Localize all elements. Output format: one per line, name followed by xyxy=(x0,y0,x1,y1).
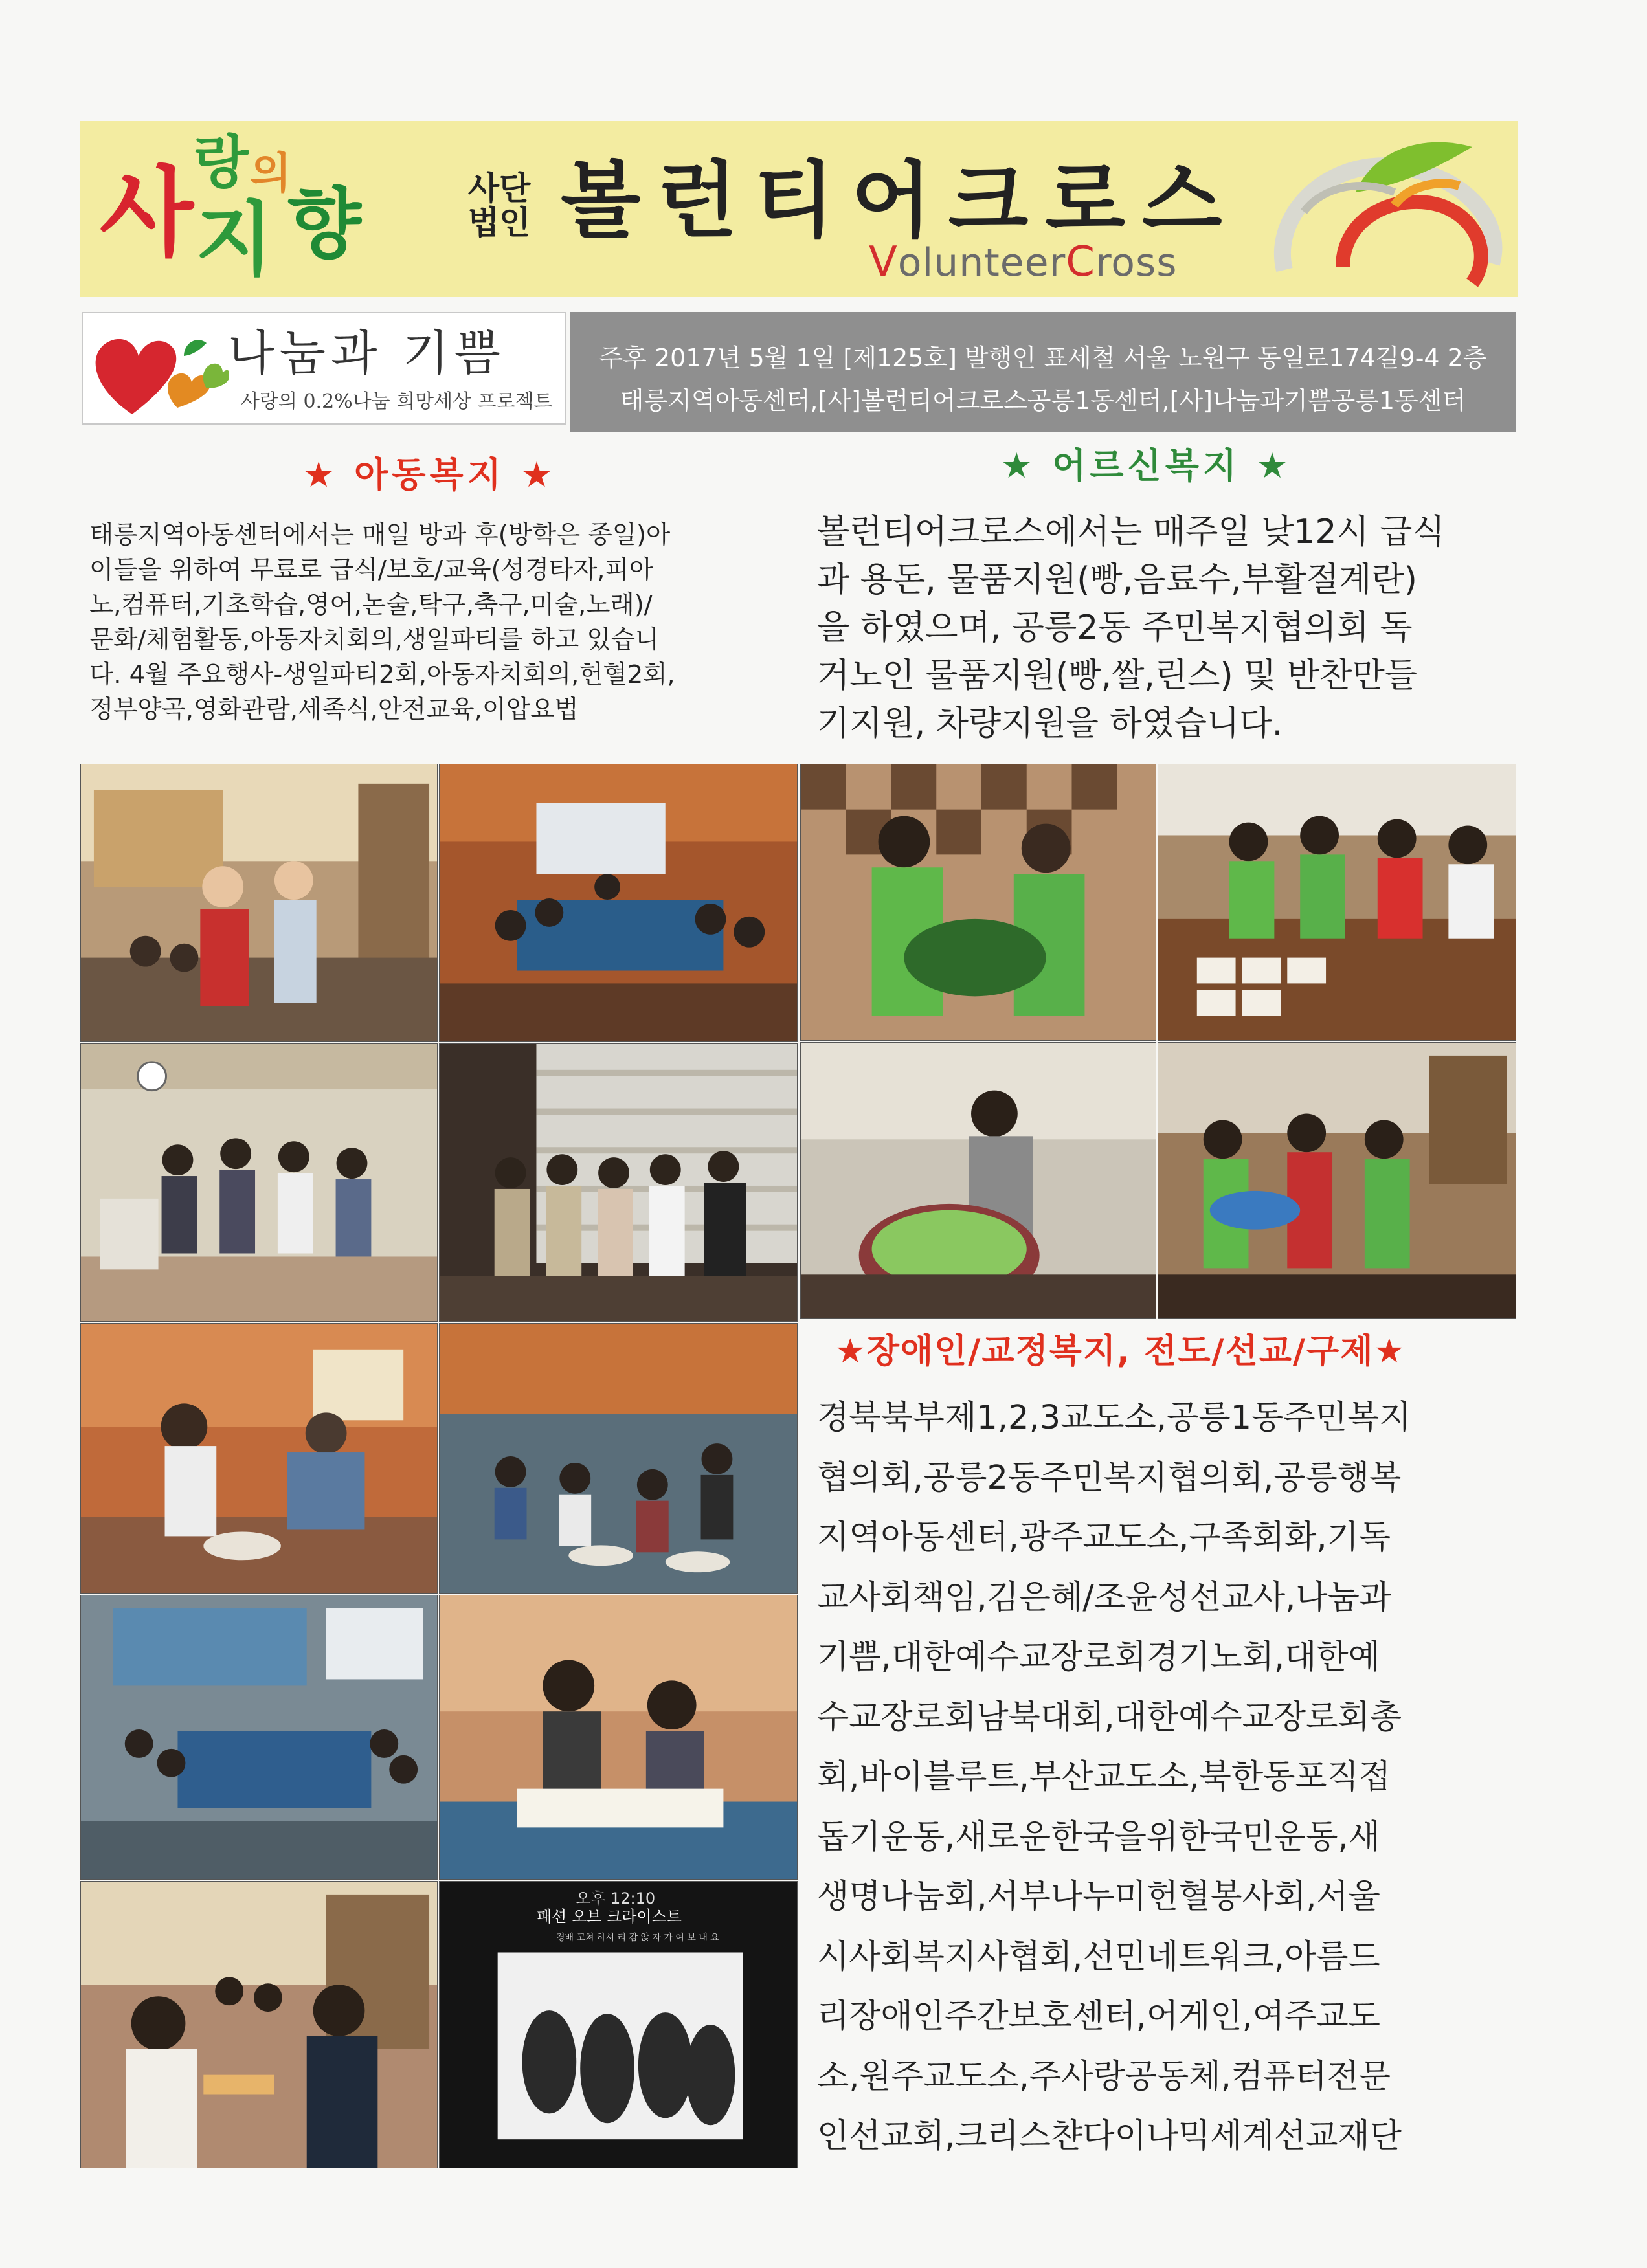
child-welfare-heading xyxy=(303,456,556,494)
star-icon: ★ xyxy=(1256,445,1292,486)
orgs-title: 장애인/교정복지, 전도/선교/구제 xyxy=(866,1332,1374,1371)
publication-info-line-1: 주후 2017년 5월 1일 [제125호] 발행인 표세철 서울 노원구 동일로174길9-4 2층 xyxy=(599,344,1487,372)
apple-swirl-icon xyxy=(1246,121,1518,297)
nanum-gippeum-logo-box xyxy=(82,312,566,425)
text-line: 리장애인주간보호센터,어게인,여주교도 xyxy=(817,1997,1380,2036)
orgs-heading xyxy=(835,1333,1406,1370)
photo-safety-class xyxy=(80,1595,438,1880)
text-line: 과 용돈, 물품지원(빵,음료수,부활절계란) xyxy=(817,561,1417,599)
text-line: 을 하였으며, 공릉2동 주민복지협의회 독 xyxy=(817,608,1413,647)
text-line: 기쁨,대한예수교장로회경기노회,대한예 xyxy=(817,1638,1380,1676)
text-line: 태릉지역아동센터에서는 매일 방과 후(방학은 종일)아 xyxy=(89,520,671,550)
logo-char-ji: 지 xyxy=(196,194,273,287)
text-line: 경북북부제1,2,3교도소,공릉1동주민복지 xyxy=(817,1399,1411,1437)
photo-side-dish-making xyxy=(1158,764,1516,1041)
logo-char-rang: 랑 xyxy=(194,129,249,195)
nanum-subtitle: 사랑의 0.2%나눔 희망세상 프로젝트 xyxy=(241,390,553,413)
star-icon: ★ xyxy=(1001,445,1036,486)
star-icon: ★ xyxy=(1374,1332,1406,1371)
photo-birthday-party xyxy=(80,764,438,1042)
text-line: 회,바이블루트,부산교도소,북한동포직접 xyxy=(817,1758,1391,1796)
text-line: 볼런티어크로스에서는 매주일 낮12시 급식 xyxy=(817,513,1445,551)
text-line: 기지원, 차량지원을 하였습니다. xyxy=(817,704,1283,743)
photo-tutoring xyxy=(439,1595,798,1880)
star-icon: ★ xyxy=(521,454,557,495)
photo-hall-group xyxy=(80,1043,438,1322)
nanum-title: 나눔과 기쁨 xyxy=(228,326,506,381)
text-line: 인선교회,크리스챤다이나믹세계선교재단 xyxy=(817,2117,1402,2155)
text-line: 수교장로회남북대회,대한예수교장로회총 xyxy=(817,1698,1402,1737)
logo-char-hyang: 향 xyxy=(287,179,361,269)
child-welfare-title: 아동복지 xyxy=(354,454,505,495)
text-line: 생명나눔회,서부나누미헌혈봉사회,서울 xyxy=(817,1878,1380,1916)
hearts-icon xyxy=(87,317,229,419)
screen-title-label: 패션 오브 크라이스트 xyxy=(537,1907,682,1926)
corp-en-end: ross xyxy=(1095,240,1178,285)
text-line: 시사회복지사협회,선민네트워크,아름드 xyxy=(817,1937,1380,1976)
star-icon: ★ xyxy=(835,1332,867,1371)
text-line: 교사회책임,김은혜/조윤성선교사,나눔과 xyxy=(817,1578,1392,1617)
photo-movie-screening xyxy=(439,1881,798,2168)
corp-en-mid: olunteer xyxy=(897,240,1066,285)
publication-info-line-2: 태릉지역아동센터,[사]볼런티어크로스공릉1동센터,[사]나눔과기쁨공릉1동센터 xyxy=(620,386,1466,415)
photo-foot-washing-1 xyxy=(80,1323,438,1594)
publication-info-bar xyxy=(570,312,1516,432)
corp-name: 볼런티어크로스 xyxy=(561,153,1239,249)
text-line: 정부양곡,영화관람,세족식,안전교육,이압요법 xyxy=(89,695,579,724)
screen-time-label: 오후 12:10 xyxy=(576,1889,656,1907)
star-icon: ★ xyxy=(303,454,339,495)
text-line: 거노인 물품지원(빵,쌀,린스) 및 반찬만들 xyxy=(817,656,1417,695)
text-line: 노,컴퓨터,기초학습,영어,논술,탁구,축구,미술,노래)/ xyxy=(89,590,653,619)
elder-welfare-text xyxy=(817,508,1503,748)
photo-children-meeting xyxy=(439,764,798,1042)
logo-char-ui: 의 xyxy=(250,148,291,198)
corp-en-v: V xyxy=(869,238,898,286)
elder-welfare-heading xyxy=(1001,447,1292,485)
elder-welfare-title: 어르신복지 xyxy=(1052,445,1241,486)
logo-char-sa: 사 xyxy=(100,157,194,270)
masthead-banner xyxy=(80,121,1518,297)
photo-vegetable-prep-1 xyxy=(800,764,1156,1041)
photo-birthday-girl xyxy=(80,1881,438,2168)
text-line: 협의회,공릉2동주민복지협의회,공릉행복 xyxy=(817,1458,1402,1497)
love-logo xyxy=(100,128,423,289)
photo-rice-donation xyxy=(439,1043,798,1322)
photo-kitchen-volunteers xyxy=(1158,1042,1516,1319)
text-line: 다. 4월 주요행사-생일파티2회,아동자치회의,헌혈2회, xyxy=(89,660,675,689)
child-welfare-text xyxy=(89,518,794,728)
text-line: 지역아동센터,광주교도소,구족회화,기독 xyxy=(817,1518,1391,1557)
corp-name-english xyxy=(869,238,1178,286)
text-line: 소,원주교도소,주사랑공동체,컴퓨터전문 xyxy=(817,2057,1391,2096)
photo-vegetable-prep-2 xyxy=(800,1042,1156,1319)
text-line: 이들을 위하여 무료로 급식/보호/교육(성경타자,피아 xyxy=(89,555,653,584)
text-line: 문화/체험활동,아동자치회의,생일파티를 하고 있습니 xyxy=(89,625,660,654)
corp-en-c: C xyxy=(1066,238,1095,286)
photo-foot-washing-2 xyxy=(439,1323,798,1594)
corp-type-label: 사단법인 xyxy=(467,170,531,241)
screen-caption-label: 경배 고쳐 하셔 리 감 앉 자 가 여 보 내 요 xyxy=(556,1933,719,1943)
text-line: 돕기운동,새로운한국을위한국민운동,새 xyxy=(817,1818,1380,1856)
organizations-list-text xyxy=(817,1388,1503,2167)
